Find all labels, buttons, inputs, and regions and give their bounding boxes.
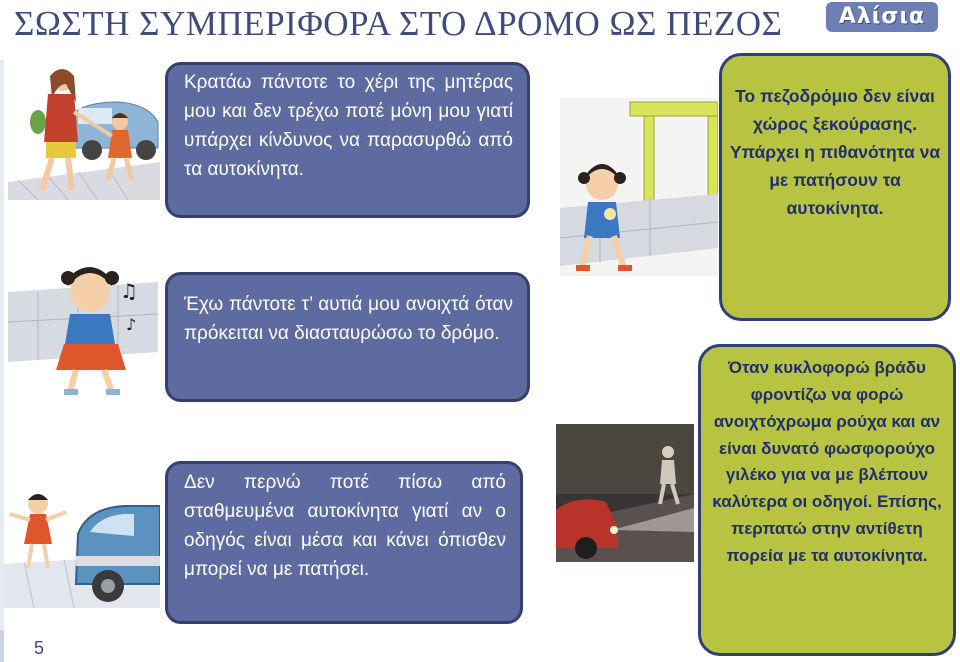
svg-text:♫: ♫ bbox=[120, 279, 138, 303]
tip-night-clothing: Όταν κυκλοφορώ βράδυ φροντίζω να φορώ ανοιχτόχρωμα ρούχα και αν είναι δυνατό φωσφορούχο γιλέκο για να με βλέπουν καλύτερα οι οδηγοί. Επίσης, περπατώ στην αντίθετη πορεία με τα αυτοκίνητα. bbox=[698, 344, 956, 656]
slide-title: ΣΩΣΤΗ ΣΥΜΠΕΡΙΦΟΡΑ ΣΤΟ ΔΡΟΜΟ ΩΣ ΠΕΖΟΣ bbox=[14, 4, 783, 43]
page-number-bar bbox=[0, 630, 4, 662]
tip-sidewalk-rest: Το πεζοδρόμιο δεν είναι χώρος ξεκούρασης. Υπάρχει η πιθανότητα να με πατήσουν τα αυτοκίνητα. bbox=[719, 53, 951, 321]
illustration-girl-sitting bbox=[560, 98, 718, 276]
illustration-night-walk bbox=[556, 424, 694, 562]
illustration-parked-car bbox=[4, 484, 160, 608]
illustration-girl-listening bbox=[8, 252, 158, 402]
page-number: 5 bbox=[34, 638, 45, 658]
tip-parked-cars: Δεν περνώ ποτέ πίσω από σταθμευμένα αυτοκίνητα γιατί αν ο οδηγός είναι μέσα και κάνει όπισθεν μπορεί να με πατήσει. bbox=[165, 461, 523, 624]
tip-hold-hand: Κρατάω πάντοτε το χέρι της μητέρας μου και δεν τρέχω ποτέ μόνη μου γιατί υπάρχει κίνδυνος να παρασυρθώ από τα αυτοκίνητα. bbox=[165, 62, 530, 218]
svg-text:♪: ♪ bbox=[126, 315, 137, 334]
illustration-mother-child bbox=[8, 62, 160, 200]
brand-logo: Αλίσια bbox=[826, 2, 938, 32]
tip-ears-open: Έχω πάντοτε τ’ αυτιά μου ανοιχτά όταν πρόκειται να διασταυρώσω το δρόμο. bbox=[165, 272, 530, 402]
